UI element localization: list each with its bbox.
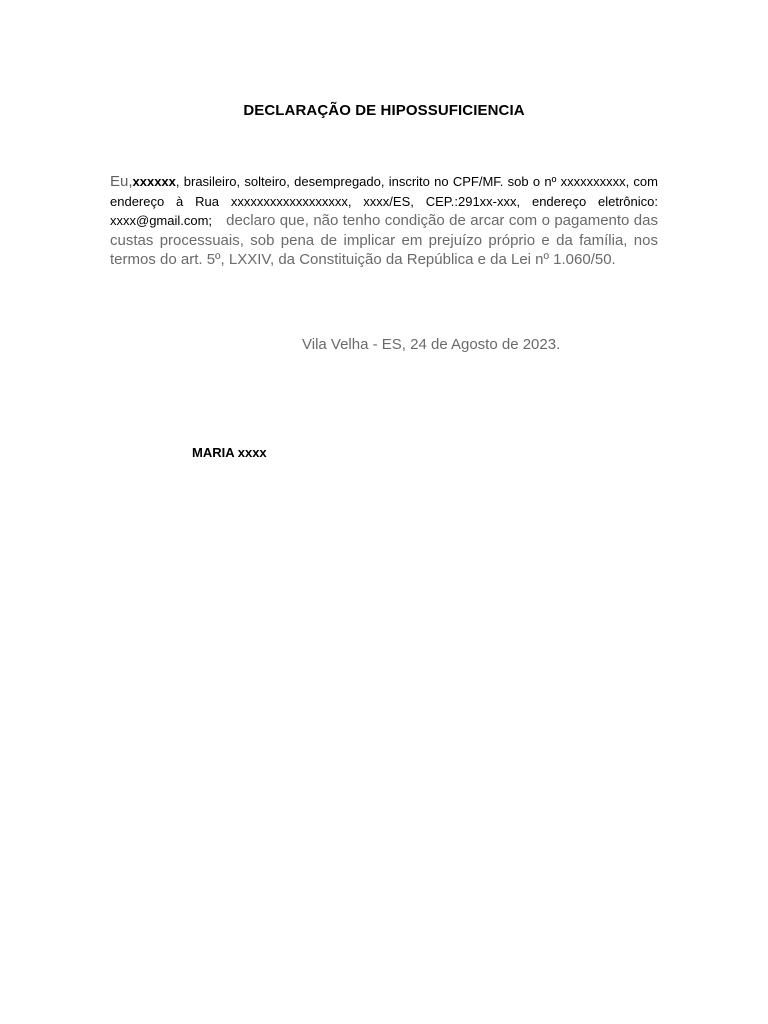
paragraph-lead: Eu,: [110, 173, 133, 190]
signature-name: MARIA xxxx: [192, 445, 267, 460]
declarant-details: , brasileiro, solteiro, desempregado, inscrito no CPF/MF. sob o nº xxxxxxxxxx, com endereço à Rua xxxxxxxxxxxxxxxxxx, xxxx/ES, CEP.:291xx-xxx, endereço eletrônico: xxxx@gmail.com;: [110, 174, 658, 228]
declarant-name: xxxxxx: [132, 174, 176, 189]
declaration-text: declaro que, não tenho condição de arcar com o pagamento das custas processuais, sob pena de implicar em prejuízo próprio e da família, nos termos do art. 5º, LXXIV, da Constituição da República e da Lei nº 1.060/50.: [110, 212, 658, 268]
document-title: DECLARAÇÃO DE HIPOSSUFICIENCIA: [243, 102, 525, 119]
declaration-paragraph: [110, 172, 658, 270]
place-date-line: Vila Velha - ES, 24 de Agosto de 2023.: [302, 336, 561, 353]
